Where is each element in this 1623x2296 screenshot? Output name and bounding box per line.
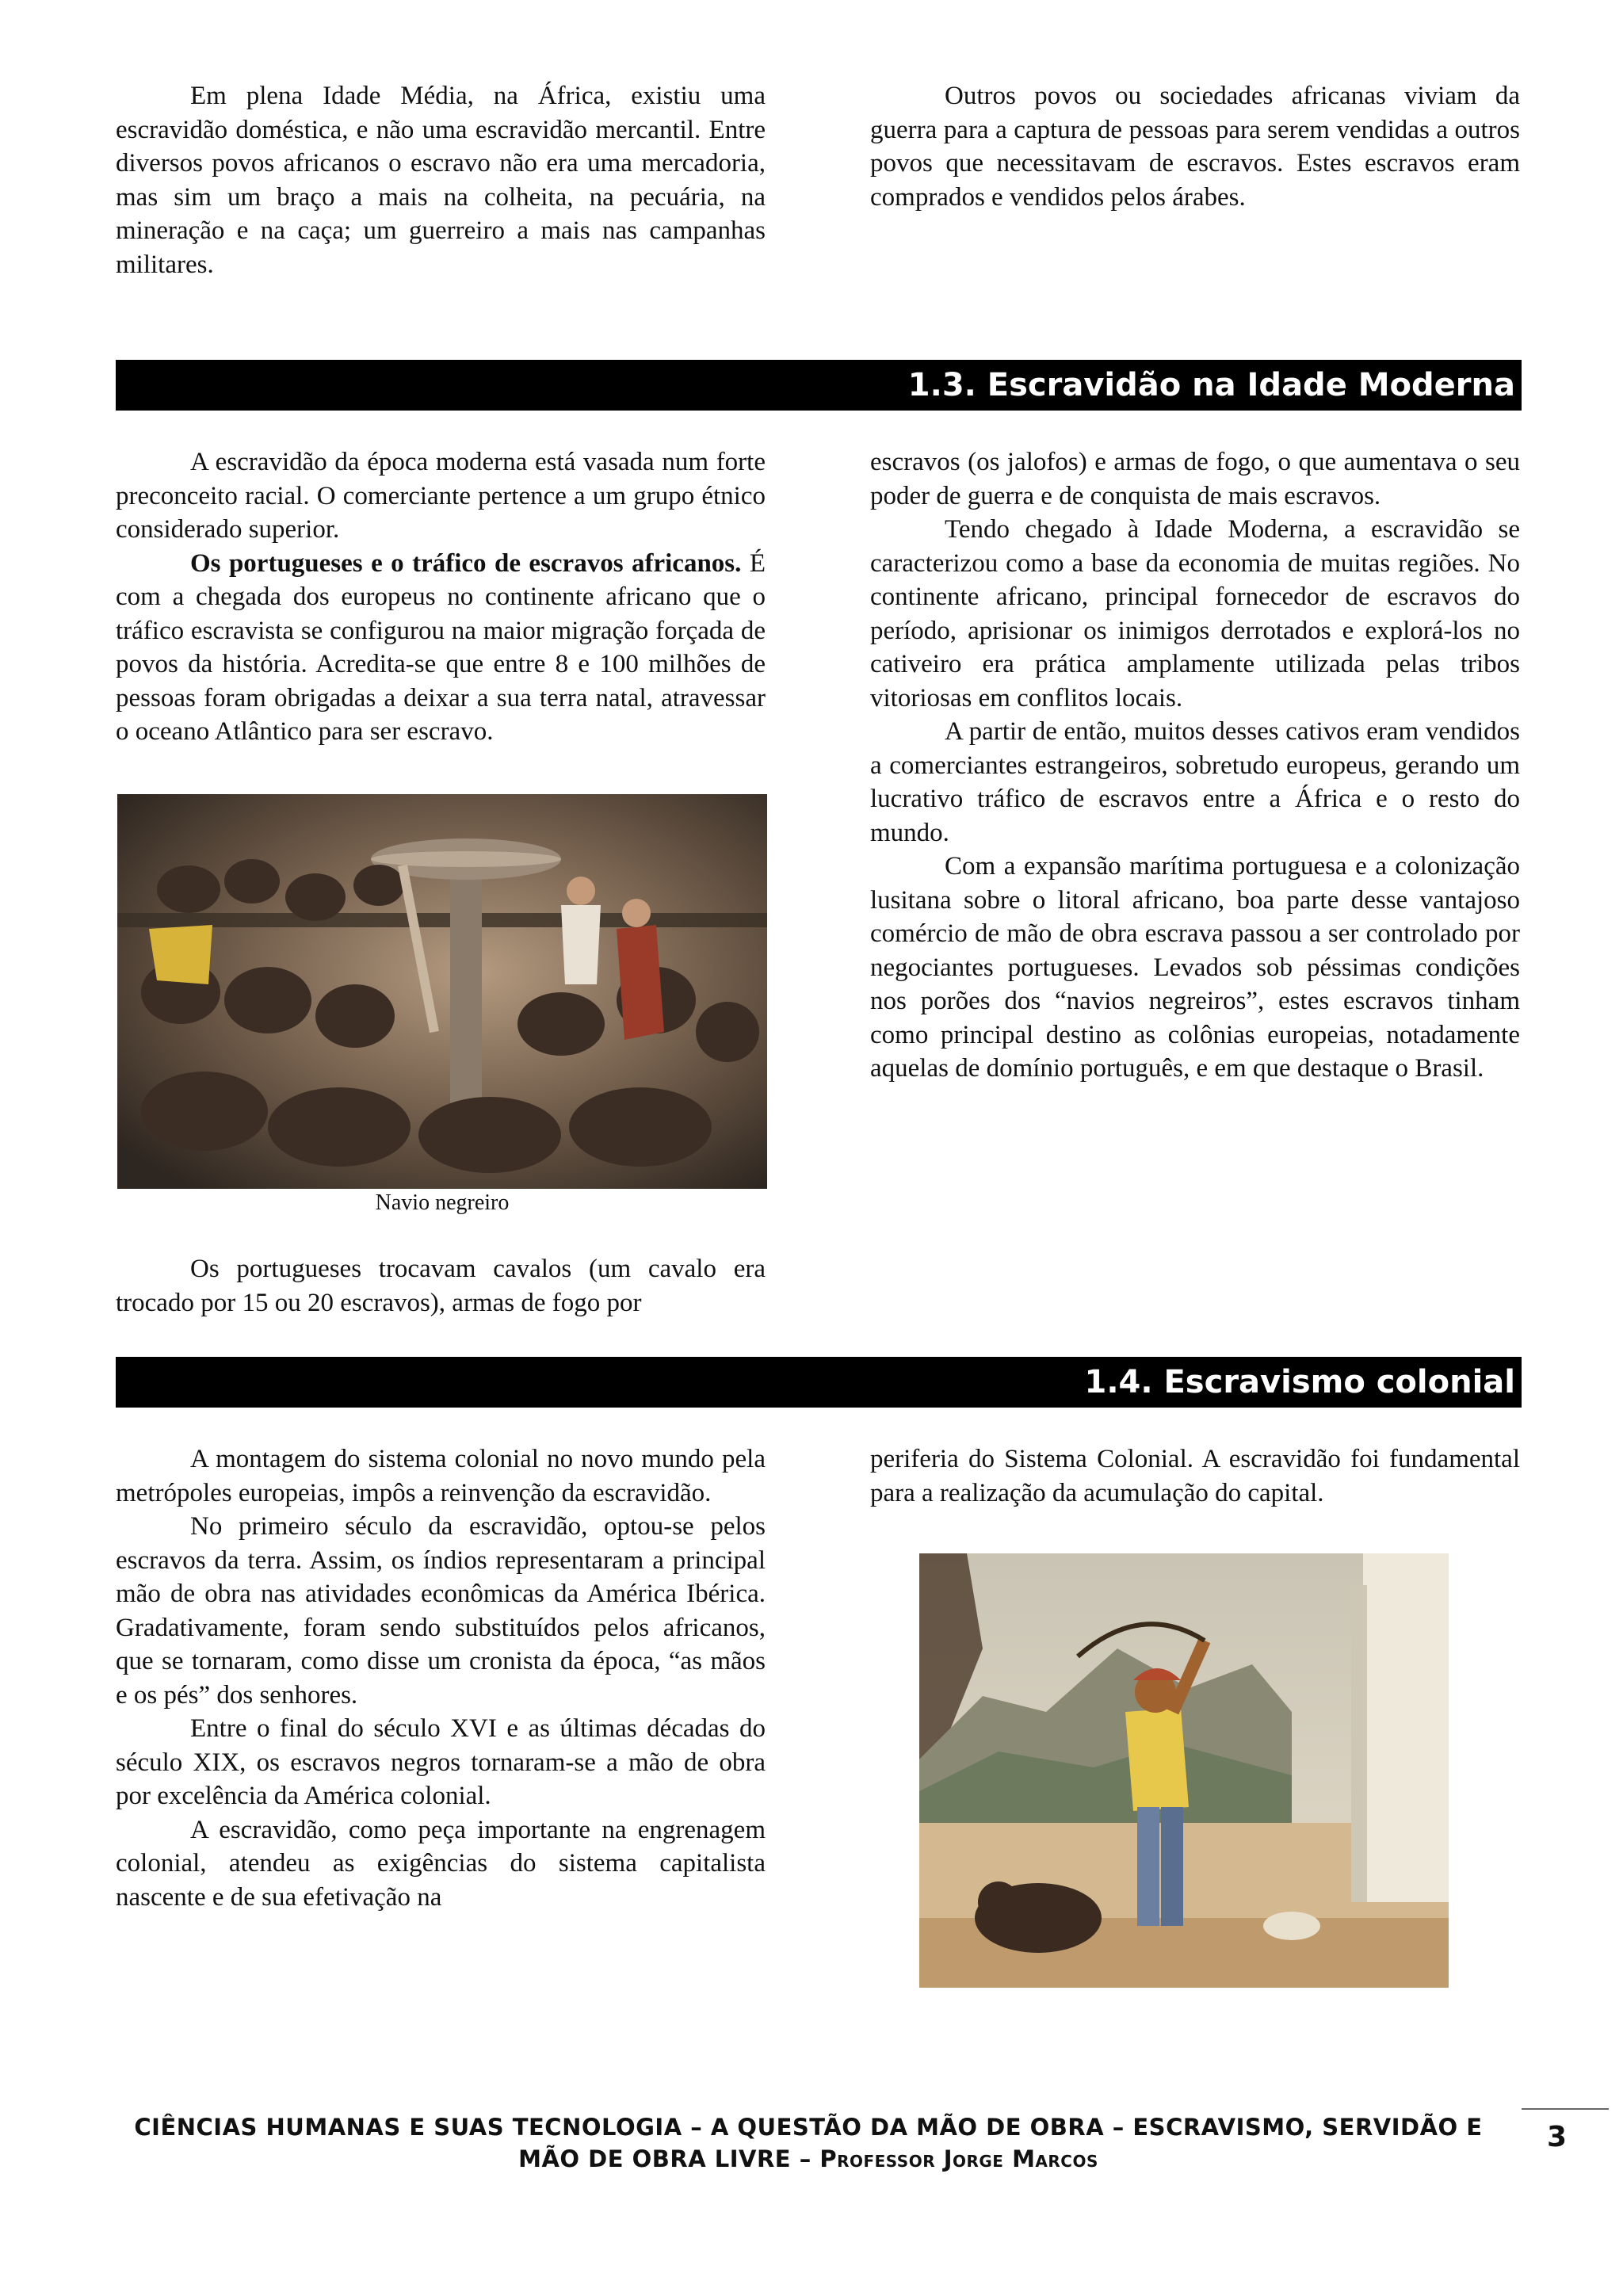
colonial-punishment-illustration (919, 1553, 1449, 1988)
colonial-punishment-image (919, 1553, 1449, 1988)
section-1-3-left-paragraph-2 (116, 547, 766, 749)
footer-subject: MÃO DE OBRA LIVRE – (518, 2145, 820, 2172)
section-1-3-right-paragraph-3: A partir de então, muitos desses cativos eram vendidos a comerciantes estrangeiros, sobretudo europeus, gerando um lucrativo tráfico de escravos entre a África e o resto do mundo. (870, 717, 1520, 847)
section-1-3-right-paragraph-4: Com a expansão marítima portuguesa e a colonização lusitana sobre o litoral africano, boa parte desse vantajoso comércio de mão de obra escrava passou a ser controlado por negociantes portugueses. Levados sob péssimas condições nos porões dos “navios negreiros”, estes escravos tinham como principal destino as colônias europeias, notadamente aquelas de domínio português, e em que destaque o Brasil. (870, 852, 1520, 1083)
section-1-3-left-paragraph-3: Os portugueses trocavam cavalos (um cavalo era trocado por 15 ou 20 escravos), armas de fogo por (116, 1255, 766, 1317)
section-1-3-left-paragraph-1: A escravidão da época moderna está vasada num forte preconceito racial. O comerciante pertence a um grupo étnico considerado superior. (116, 448, 766, 544)
section-1-4-header-bar (116, 1357, 1522, 1408)
page-number: 3 (1547, 2121, 1568, 2153)
section-1-4-left-paragraph-2: No primeiro século da escravidão, optou-se pelos escravos da terra. Assim, os índios representaram a principal mão de obra nas atividades econômicas da América Ibérica. Gradativamente, foram sendo substituídos pelos africanos, que se tornaram, como disse um cronista da época, “as mãos e os pés” dos senhores. (116, 1512, 766, 1710)
section-1-4-right-paragraph-1: periferia do Sistema Colonial. A escravidão foi fundamental para a realização da acumulação do capital. (870, 1445, 1520, 1507)
slave-ship-image (117, 794, 767, 1189)
slave-ship-caption: Navio negreiro (375, 1190, 510, 1215)
intro-right-column (870, 79, 1520, 214)
section-1-4-title: 1.4. Escravismo colonial (1072, 1362, 1522, 1403)
page-footer (119, 2111, 1498, 2175)
section-1-3-header-bar (116, 360, 1522, 411)
section-1-3-right-paragraph-1: escravos (os jalofos) e armas de fogo, o que aumentava o seu poder de guerra e de conquista de mais escravos. (870, 448, 1520, 510)
section-1-4-left-paragraph-3: Entre o final do século XVI e as últimas décadas do século XIX, os escravos negros tornaram-se a mão de obra por excelência da América colonial. (116, 1714, 766, 1810)
section-1-4-left-paragraph-1: A montagem do sistema colonial no novo mundo pela metrópoles europeias, impôs a reinvenção da escravidão. (116, 1445, 766, 1507)
section-1-4-left-column (116, 1442, 766, 1914)
section-1-3-right-column (870, 445, 1520, 1086)
section-1-3-title: 1.3. Escravidão na Idade Moderna (896, 365, 1522, 406)
section-1-4-right-column (870, 1442, 1520, 1510)
section-1-3-right-paragraph-2: Tendo chegado à Idade Moderna, a escravidão se caracterizou como a base da economia de muitas regiões. No continente africano, principal fornecedor de escravos do período, aprisionar os inimigos derrotados e explorá-los no cativeiro era prática amplamente utilizada pelas tribos vitoriosas em conflitos locais. (870, 515, 1520, 712)
slave-ship-illustration (117, 794, 767, 1189)
intro-left-column (116, 79, 766, 281)
footer-author: Professor Jorge Marcos (819, 2145, 1098, 2172)
section-1-4-left-paragraph-4: A escravidão, como peça importante na engrenagem colonial, atendeu as exigências do sistema capitalista nascente e de sua efetivação na (116, 1815, 766, 1912)
portuguese-trade-text: É com a chegada dos europeus no continente africano que o tráfico escravista se configurou na maior migração forçada de povos da história. Acredita-se que entre 8 e 100 milhões de pessoas foram obrigadas a deixar a sua terra natal, atravessar o oceano Atlântico para ser escravo. (116, 548, 766, 746)
section-1-3-left-column-bottom (116, 1252, 766, 1320)
footer-line-2 (119, 2143, 1498, 2175)
intro-right-paragraph: Outros povos ou sociedades africanas viviam da guerra para a captura de pessoas para serem vendidas a outros povos que necessitavam de escravos. Estes escravos eram comprados e vendidos pelos árabes. (870, 82, 1520, 212)
section-1-3-left-column (116, 445, 766, 749)
portuguese-trade-heading: Os portugueses e o tráfico de escravos africanos. (190, 548, 742, 578)
page-number-rule (1522, 2108, 1609, 2110)
intro-left-paragraph: Em plena Idade Média, na África, existiu uma escravidão doméstica, e não uma escravidão mercantil. Entre diversos povos africanos o escravo não era uma mercadoria, mas sim um braço a mais na colheita, na pecuária, na mineração e na caça; um guerreiro a mais nas campanhas militares. (116, 82, 766, 279)
footer-line-1: CIÊNCIAS HUMANAS E SUAS TECNOLOGIA – A QUESTÃO DA MÃO DE OBRA – ESCRAVISMO, SERVIDÃO E (134, 2114, 1483, 2141)
